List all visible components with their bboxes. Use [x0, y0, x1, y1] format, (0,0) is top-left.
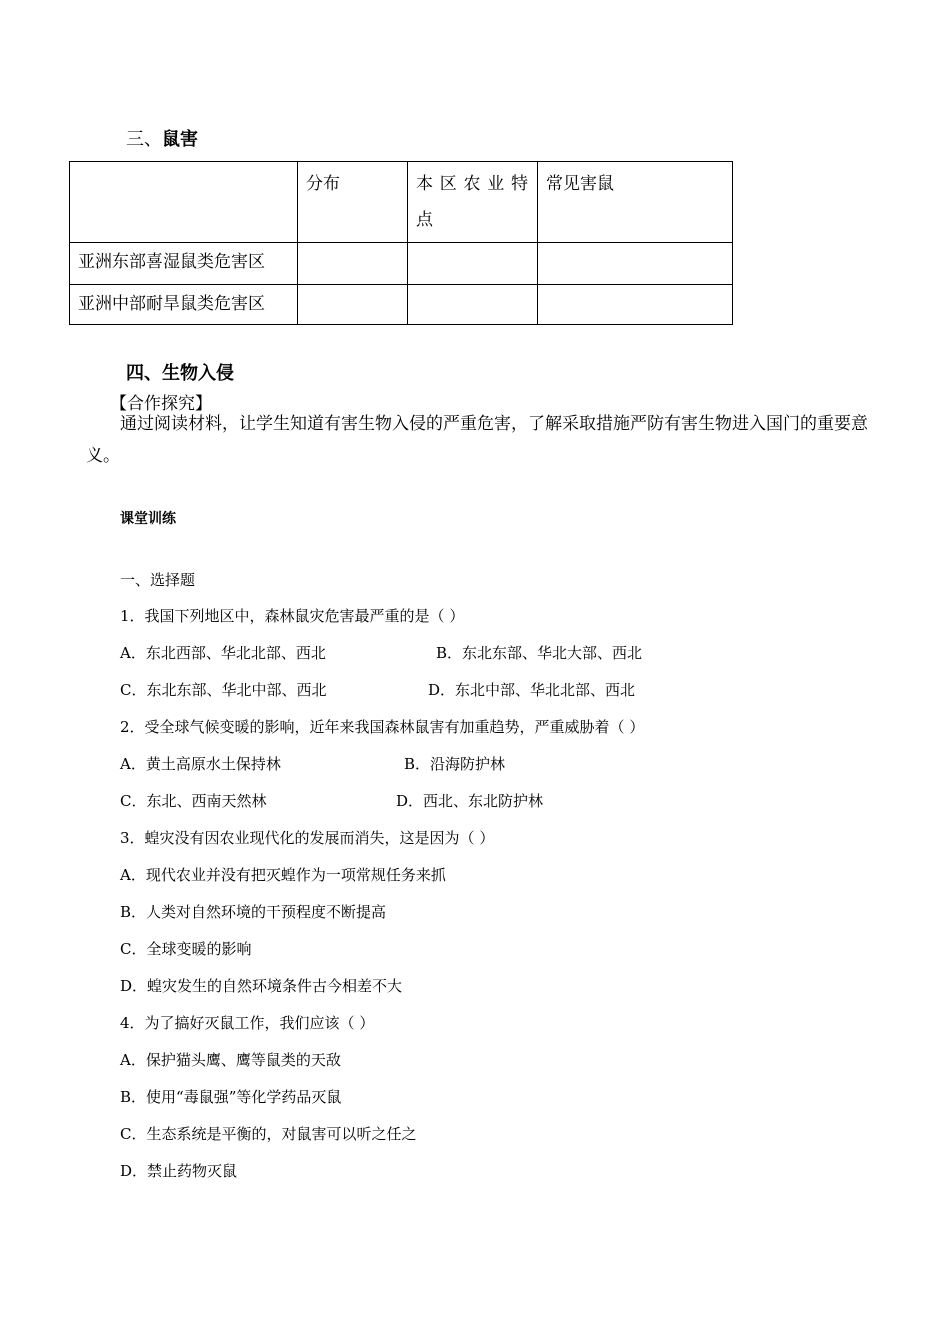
table-header-row [70, 162, 733, 243]
table-cell [538, 285, 733, 325]
question-4-stem: 4．为了搞好灭鼠工作，我们应该（ ） [120, 1014, 375, 1032]
table-header-cell: 分布 [298, 162, 408, 243]
question-1-stem: 1．我国下列地区中，森林鼠灾危害最严重的是（ ） [120, 607, 465, 625]
section-4-subheading: 【合作探究】 [110, 394, 212, 414]
question-4-option-c: C．生态系统是平衡的，对鼠害可以听之任之 [120, 1125, 417, 1143]
question-2-option-c: C．东北、西南天然林 [120, 792, 267, 810]
question-2-stem: 2．受全球气候变暖的影响，近年来我国森林鼠害有加重趋势，严重威胁着（ ） [120, 718, 645, 736]
section-3-heading [126, 125, 198, 151]
question-3-option-c: C．全球变暖的影响 [120, 940, 252, 958]
section-3-number: 三、 [126, 129, 162, 150]
question-1-option-d: D．东北中部、华北北部、西北 [428, 681, 636, 699]
question-4-option-d: D．禁止药物灭鼠 [120, 1162, 238, 1180]
table-header-cell: 常见害鼠 [538, 162, 733, 243]
table-row-label: 亚洲东部喜湿鼠类危害区 [70, 243, 298, 285]
question-1-option-a: A．东北西部、华北北部、西北 [120, 644, 326, 662]
question-3-option-d: D．蝗灾发生的自然环境条件古今相差不大 [120, 977, 403, 995]
table-row [70, 243, 733, 285]
question-2-option-d: D．西北、东北防护林 [396, 792, 544, 810]
question-3-stem: 3．蝗灾没有因农业现代化的发展而消失，这是因为（ ） [120, 829, 495, 847]
question-2-option-b: B．沿海防护林 [404, 755, 506, 773]
table-cell [408, 285, 538, 325]
table-header-corner [70, 162, 298, 243]
table-cell [408, 243, 538, 285]
question-part-title: 一、选择题 [120, 571, 196, 589]
rodent-table [69, 161, 733, 325]
question-4-option-b: B．使用“毒鼠强”等化学药品灭鼠 [120, 1088, 342, 1106]
practice-heading: 课堂训练 [120, 511, 176, 527]
table-header-cell: 本区农业特点 [408, 162, 538, 243]
table-cell [298, 243, 408, 285]
table-cell [298, 285, 408, 325]
table-row-label: 亚洲中部耐旱鼠类危害区 [70, 285, 298, 325]
table-cell [538, 243, 733, 285]
table-row [70, 285, 733, 325]
question-4-option-a: A．保护猫头鹰、鹰等鼠类的天敌 [120, 1051, 341, 1069]
question-3-option-a: A．现代农业并没有把灭蝗作为一项常规任务来抓 [120, 866, 446, 884]
section-3-title: 鼠害 [162, 129, 198, 150]
question-2-option-a: A．黄土高原水土保持林 [120, 755, 281, 773]
section-4-paragraph: 通过阅读材料，让学生知道有害生物入侵的严重危害，了解采取措施严防有害生物进入国门的重要意义。 [86, 414, 868, 466]
question-3-option-b: B．人类对自然环境的干预程度不断提高 [120, 903, 387, 921]
question-1-option-b: B．东北东部、华北大部、西北 [436, 644, 643, 662]
question-1-option-c: C．东北东部、华北中部、西北 [120, 681, 327, 699]
section-4-heading: 四、生物入侵 [126, 363, 234, 384]
